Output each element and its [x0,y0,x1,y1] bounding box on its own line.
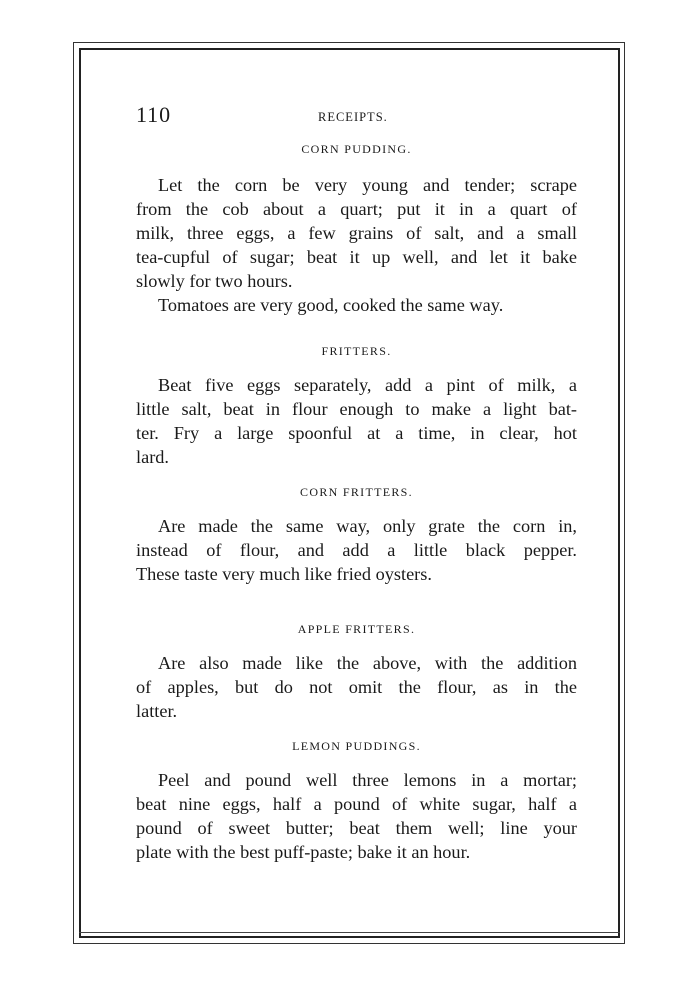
section-body-corn-fritters [136,514,577,586]
text-line: milk, three eggs, a few grains of salt, and a small [136,223,577,243]
text-line: latter. [136,701,178,721]
section-body-apple-fritters [136,651,577,723]
section-body-lemon-puddings [136,768,577,864]
text-line: Let the corn be very young and tender; scrape [158,175,577,195]
section-body-fritters [136,373,577,469]
text-line: Beat five eggs separately, add a pint of milk, a [158,375,577,395]
text-line: beat nine eggs, half a pound of white sugar, half a [136,794,577,814]
section-title-lemon-puddings: LEMON PUDDINGS. [292,739,421,753]
section-body-corn-pudding [136,173,577,317]
text-line: Tomatoes are very good, cooked the same way. [158,295,504,315]
text-line: from the cob about a quart; put it in a quart of [136,199,577,219]
text-line: lard. [136,447,169,467]
section-title-corn-pudding: CORN PUDDING. [301,142,412,156]
page-number: 110 [136,102,172,127]
page-border-bottom-rule [79,932,620,933]
text-line: Peel and pound well three lemons in a mortar; [158,770,577,790]
text-line: instead of flour, and add a little black pepper. [136,540,577,560]
section-title-fritters: FRITTERS. [321,344,392,358]
section-title-corn-fritters: CORN FRITTERS. [300,485,413,499]
running-head: RECEIPTS. [318,110,388,124]
text-line: little salt, beat in flour enough to make a light bat- [136,399,577,419]
text-line: slowly for two hours. [136,271,293,291]
text-line: These taste very much like fried oysters. [136,564,432,584]
text-line: tea-cupful of sugar; beat it up well, and let it bake [136,247,577,267]
text-line: pound of sweet butter; beat them well; line your [136,818,577,838]
text-line: ter. Fry a large spoonful at a time, in clear, hot [136,423,577,443]
section-title-apple-fritters: APPLE FRITTERS. [297,622,416,636]
text-line: plate with the best puff-paste; bake it an hour. [136,842,471,862]
text-line: Are made the same way, only grate the corn in, [158,516,577,536]
text-line: of apples, but do not omit the flour, as in the [136,677,577,697]
text-line: Are also made like the above, with the addition [158,653,577,673]
